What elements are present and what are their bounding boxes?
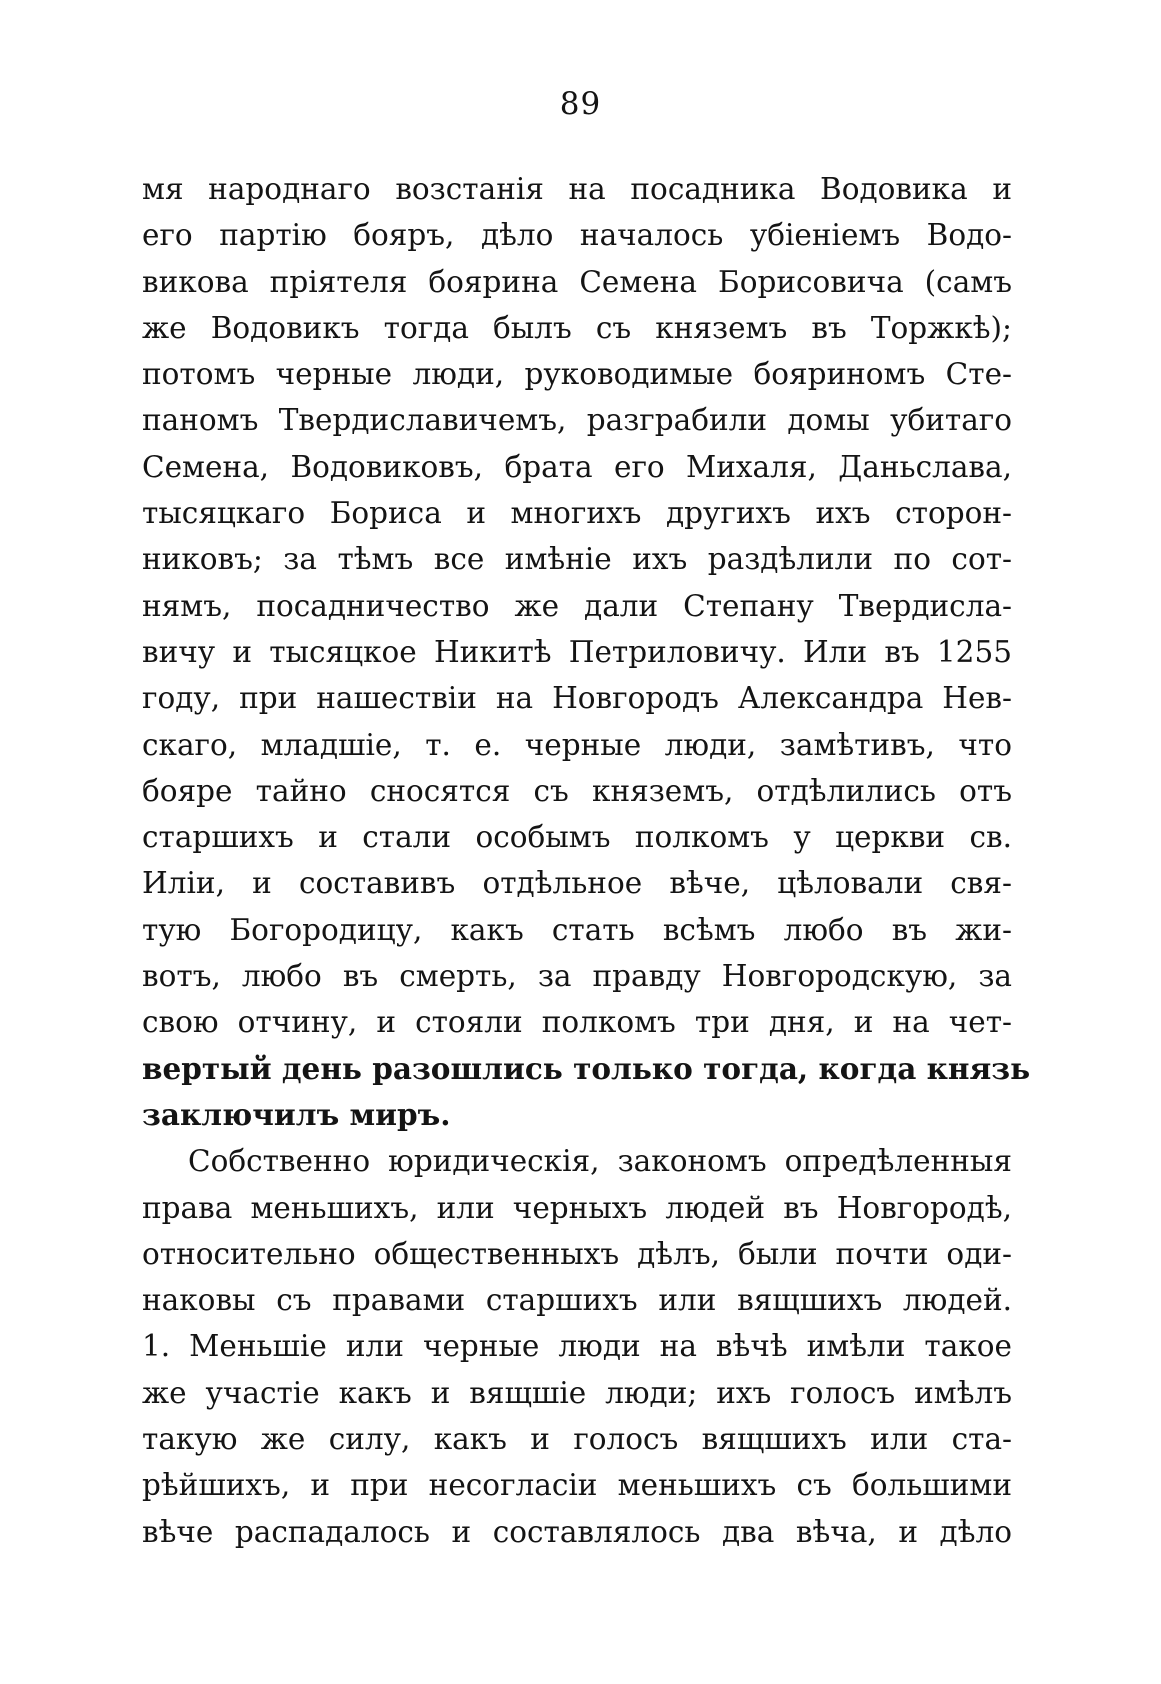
text-line: Семена, Водовиковъ, брата его Михаля, Даньслава, [142, 449, 1012, 484]
page-number: 89 [559, 86, 602, 122]
text-line: скаго, младшіе, т. е. черные люди, замѣтивъ, что [142, 727, 1012, 762]
text-line: вотъ, любо въ смерть, за правду Новгородскую, за [142, 959, 1012, 994]
text-line: вертый день разошлись только тогда, когда князь [142, 1050, 1031, 1086]
text-line: тысяцкаго Бориса и многихъ другихъ ихъ сторон- [142, 496, 1012, 531]
text-line: викова пріятеля боярина Семена Борисовича (самъ [142, 264, 1012, 299]
text-line: наковы съ правами старшихъ или вящшихъ людей. [142, 1283, 1012, 1318]
text-line: же Водовикъ тогда былъ съ княземъ въ Торжкѣ); [142, 310, 1012, 345]
body-text [142, 166, 1031, 1555]
text-line: вичу и тысяцкое Никитѣ Петриловичу. Или въ 1255 [142, 634, 1012, 669]
text-line: никовъ; за тѣмъ все имѣніе ихъ раздѣлили по сот- [142, 542, 1012, 577]
text-line: мя народнаго возстанія на посадника Водовика и [142, 172, 1012, 206]
text-line: права меньшихъ, или черныхъ людей въ Новгородѣ, [142, 1190, 1012, 1225]
text-line: паномъ Твердиславичемъ, разграбили домы убитаго [142, 403, 1012, 438]
paragraph-start-line: Собственно юридическія, закономъ опредѣленныя [188, 1144, 1012, 1179]
text-line: 1. Меньшіе или черные люди на вѣчѣ имѣли такое [142, 1329, 1012, 1364]
text-line: нямъ, посадничество же дали Степану Твердисла- [142, 588, 1012, 623]
text-line: же участіе какъ и вящшіе люди; ихъ голосъ имѣлъ [142, 1375, 1012, 1410]
text-line: Иліи, и составивъ отдѣльное вѣче, цѣловали свя- [142, 866, 1012, 901]
text-line: его партію бояръ, дѣло началось убіеніемъ Водо- [142, 218, 1012, 253]
text-line: такую же силу, какъ и голосъ вящшихъ или ста- [142, 1422, 1012, 1457]
text-line: заключилъ миръ. [142, 1096, 451, 1132]
text-line: рѣйшихъ, и при несогласіи меньшихъ съ большими [142, 1468, 1012, 1503]
text-line: бояре тайно сносятся съ княземъ, отдѣлились отъ [142, 773, 1012, 808]
text-line: году, при нашествіи на Новгородъ Александра Нев- [142, 681, 1012, 716]
text-line: относительно общественныхъ дѣлъ, были почти оди- [142, 1236, 1012, 1271]
text-line: потомъ черные люди, руководимые бояриномъ Сте- [142, 357, 1012, 392]
text-line: свою отчину, и стояли полкомъ три дня, и на чет- [142, 1005, 1012, 1040]
text-line: вѣче распадалось и составлялось два вѣча, и дѣло [142, 1514, 1012, 1549]
text-line: старшихъ и стали особымъ полкомъ у церкви св. [142, 820, 1012, 855]
text-line: тую Богородицу, какъ стать всѣмъ любо въ жи- [142, 912, 1012, 947]
